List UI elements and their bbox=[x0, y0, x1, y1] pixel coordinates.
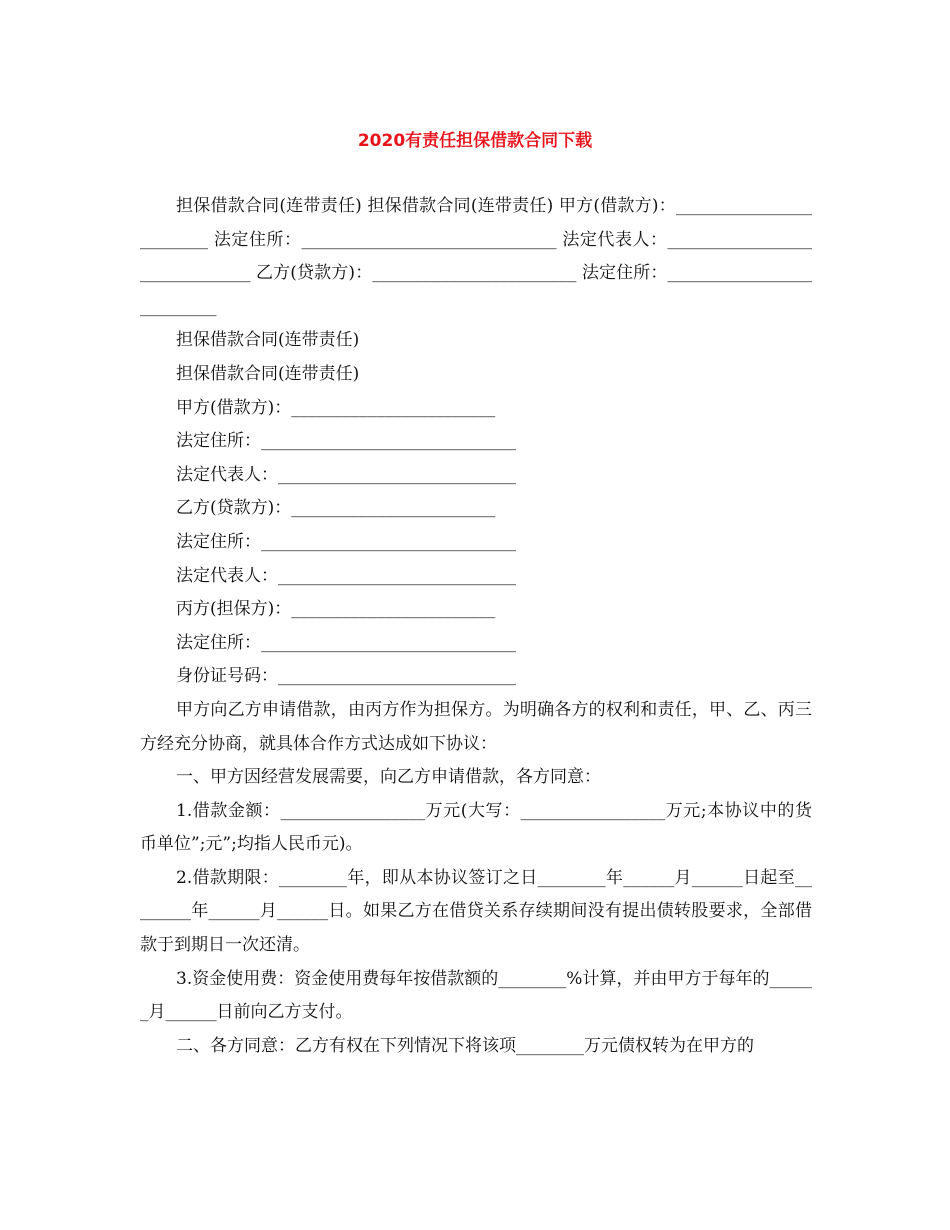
guarantor-address-line: 法定住所：______________________________ bbox=[176, 632, 516, 653]
lender-representative-line: 法定代表人：____________________________ bbox=[176, 565, 516, 586]
guarantor-line: 丙方(担保方)：________________________ bbox=[176, 599, 496, 620]
contract-name-line: 担保借款合同(连带责任) bbox=[176, 330, 360, 351]
clause-two-heading: 二、各方同意：乙方有权在下列情况下将该项________万元债权转为在甲方的 bbox=[176, 1035, 754, 1056]
document-title: 2020有责任担保借款合同下载 bbox=[357, 131, 593, 151]
clause-loan-term: 2.借款期限：________年，即从本协议签订之日________年______月______日起至________年______月______日。如果乙方在借贷关系存续期间没有提出债转股要求，全部借款于到期日一次还清。 bbox=[140, 867, 812, 956]
borrower-representative-line: 法定代表人：____________________________ bbox=[176, 464, 516, 485]
lender-line: 乙方(贷款方)：________________________ bbox=[176, 498, 496, 519]
clause-loan-amount: 1.借款金额：_________________万元(大写：_________________万元;本协议中的货币单位”;元”;均指人民币元)。 bbox=[140, 800, 812, 855]
guarantor-id-line: 身份证号码：____________________________ bbox=[176, 666, 516, 687]
intro-paragraph: 担保借款合同(连带责任) 担保借款合同(连带责任) 甲方(借款方)：________________________ 法定住所：______________________________ 法定代表人：______________________________ 乙方(贷款方)：________________________ 法定住所：__________________________ bbox=[140, 196, 812, 317]
agreement-preamble: 甲方向乙方申请借款，由丙方作为担保方。为明确各方的权利和责任，甲、乙、丙三方经充分协商，就具体合作方式达成如下协议： bbox=[140, 699, 812, 754]
borrower-line: 甲方(借款方)：________________________ bbox=[176, 397, 496, 418]
lender-address-line: 法定住所：______________________________ bbox=[176, 531, 516, 552]
contract-name-line: 担保借款合同(连带责任) bbox=[176, 363, 360, 384]
clause-one-heading: 一、甲方因经营发展需要，向乙方申请借款，各方同意： bbox=[176, 767, 601, 788]
borrower-address-line: 法定住所：______________________________ bbox=[176, 431, 516, 452]
document-body bbox=[140, 190, 812, 1063]
clause-fund-fee: 3.资金使用费：资金使用费每年按借款额的________%计算，并由甲方于每年的______月______日前向乙方支付。 bbox=[140, 968, 812, 1023]
